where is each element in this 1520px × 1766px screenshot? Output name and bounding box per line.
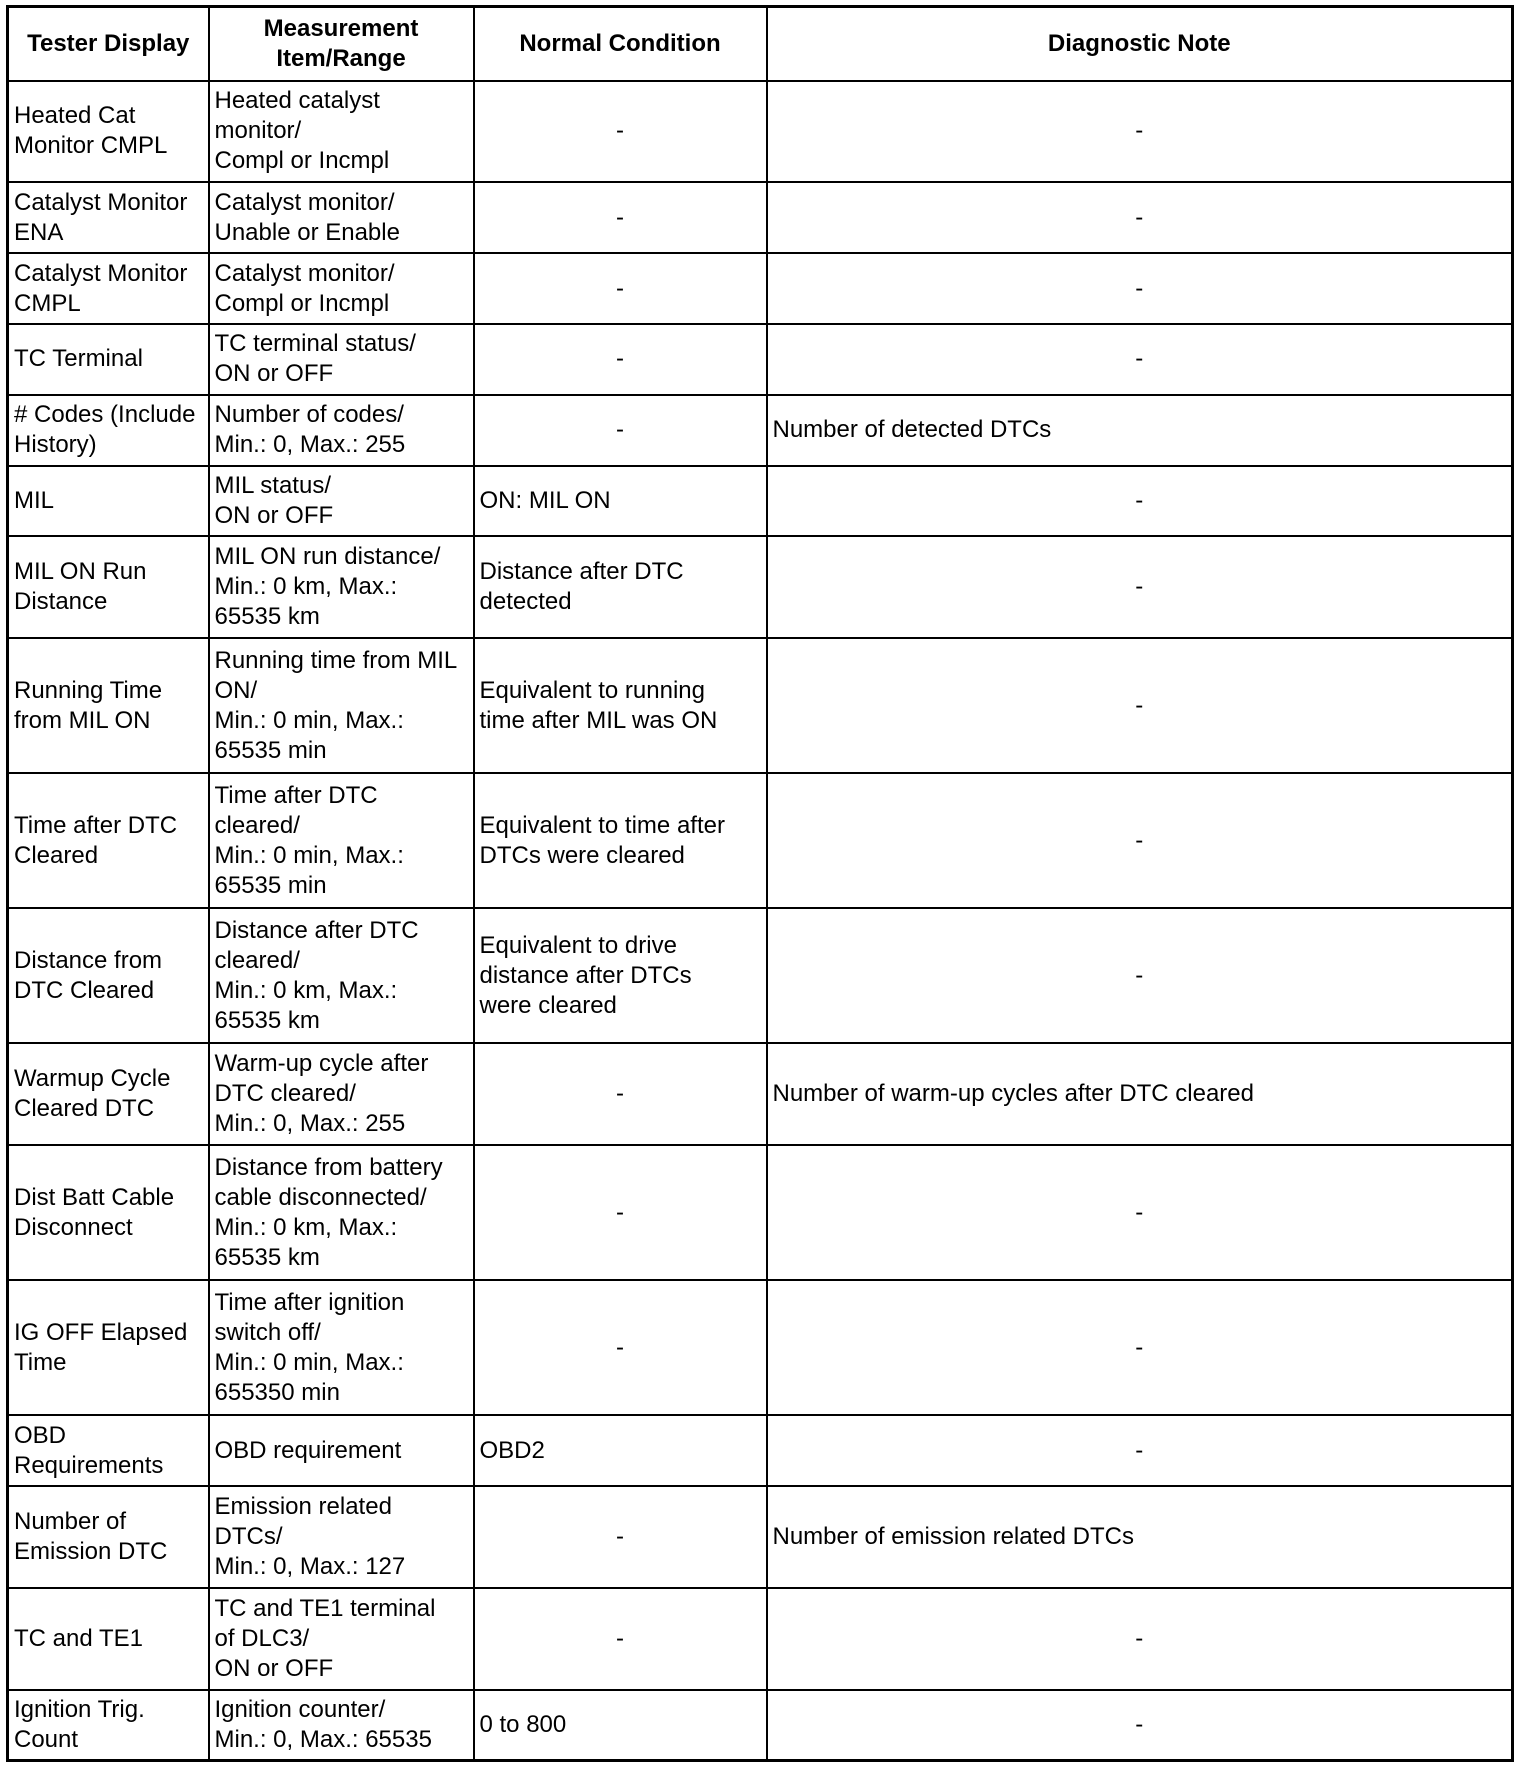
tester-display-cell: Catalyst Monitor CMPL <box>8 253 209 324</box>
measurement-range-cell: Emission related DTCs/ Min.: 0, Max.: 127 <box>209 1486 474 1588</box>
table-row <box>8 395 1513 466</box>
diagnostic-note-cell: - <box>767 253 1513 324</box>
diagnostic-note-cell: - <box>767 1415 1513 1486</box>
table-row <box>8 81 1513 183</box>
table-row <box>8 466 1513 537</box>
measurement-range-cell: Number of codes/ Min.: 0, Max.: 255 <box>209 395 474 466</box>
diagnostic-note-cell: - <box>767 182 1513 253</box>
normal-condition-cell: - <box>474 1486 767 1588</box>
tester-display-cell: TC and TE1 <box>8 1588 209 1690</box>
diagnostic-note-cell: - <box>767 1280 1513 1415</box>
normal-condition-cell: Equivalent to drive distance after DTCs were cleared <box>474 908 767 1043</box>
table-row <box>8 536 1513 638</box>
measurement-range-cell: Warm-up cycle after DTC cleared/ Min.: 0, Max.: 255 <box>209 1043 474 1145</box>
diagnostic-note-cell: - <box>767 1145 1513 1280</box>
table-row <box>8 908 1513 1043</box>
diagnostic-note-cell: - <box>767 1588 1513 1690</box>
tester-display-cell: Running Time from MIL ON <box>8 638 209 773</box>
normal-condition-cell: Equivalent to running time after MIL was ON <box>474 638 767 773</box>
diagnostic-note-cell: - <box>767 638 1513 773</box>
diagnostic-note-cell: Number of detected DTCs <box>767 395 1513 466</box>
tester-display-cell: Heated Cat Monitor CMPL <box>8 81 209 183</box>
measurement-range-cell: Heated catalyst monitor/ Compl or Incmpl <box>209 81 474 183</box>
diagnostic-note-cell: Number of emission related DTCs <box>767 1486 1513 1588</box>
header-diagnostic-note: Diagnostic Note <box>767 7 1513 81</box>
diagnostic-note-cell: - <box>767 536 1513 638</box>
normal-condition-cell: - <box>474 1043 767 1145</box>
table-row <box>8 1588 1513 1690</box>
normal-condition-cell: 0 to 800 <box>474 1690 767 1761</box>
tester-display-cell: Time after DTC Cleared <box>8 773 209 908</box>
tester-display-cell: MIL ON Run Distance <box>8 536 209 638</box>
diagnostic-note-cell: Number of warm-up cycles after DTC cleared <box>767 1043 1513 1145</box>
normal-condition-cell: - <box>474 1588 767 1690</box>
tester-display-cell: Ignition Trig. Count <box>8 1690 209 1761</box>
measurement-range-cell: Distance from battery cable disconnected/ Min.: 0 km, Max.: 65535 km <box>209 1145 474 1280</box>
normal-condition-cell: - <box>474 1280 767 1415</box>
normal-condition-cell: OBD2 <box>474 1415 767 1486</box>
table-row <box>8 1043 1513 1145</box>
table-row <box>8 638 1513 773</box>
measurement-range-cell: TC and TE1 terminal of DLC3/ ON or OFF <box>209 1588 474 1690</box>
table-row <box>8 1690 1513 1761</box>
tester-display-cell: Dist Batt Cable Disconnect <box>8 1145 209 1280</box>
diagnostic-note-cell: - <box>767 773 1513 908</box>
diagnostic-data-table <box>6 5 1514 1762</box>
diagnostic-note-cell: - <box>767 81 1513 183</box>
table-row <box>8 1280 1513 1415</box>
tester-display-cell: TC Terminal <box>8 324 209 395</box>
normal-condition-cell: - <box>474 1145 767 1280</box>
tester-display-cell: Distance from DTC Cleared <box>8 908 209 1043</box>
normal-condition-cell: - <box>474 81 767 183</box>
normal-condition-cell: ON: MIL ON <box>474 466 767 537</box>
tester-display-cell: Number of Emission DTC <box>8 1486 209 1588</box>
table-body <box>8 81 1513 1761</box>
table-header <box>8 7 1513 81</box>
normal-condition-cell: - <box>474 253 767 324</box>
header-normal-condition: Normal Condition <box>474 7 767 81</box>
diagnostic-note-cell: - <box>767 466 1513 537</box>
normal-condition-cell: - <box>474 182 767 253</box>
measurement-range-cell: Ignition counter/ Min.: 0, Max.: 65535 <box>209 1690 474 1761</box>
tester-display-cell: Warmup Cycle Cleared DTC <box>8 1043 209 1145</box>
measurement-range-cell: Catalyst monitor/ Unable or Enable <box>209 182 474 253</box>
measurement-range-cell: Time after DTC cleared/ Min.: 0 min, Max.: 65535 min <box>209 773 474 908</box>
measurement-range-cell: TC terminal status/ ON or OFF <box>209 324 474 395</box>
table-row <box>8 1145 1513 1280</box>
table-row <box>8 1486 1513 1588</box>
tester-display-cell: IG OFF Elapsed Time <box>8 1280 209 1415</box>
table-row <box>8 182 1513 253</box>
header-tester-display: Tester Display <box>8 7 209 81</box>
measurement-range-cell: Catalyst monitor/ Compl or Incmpl <box>209 253 474 324</box>
measurement-range-cell: Running time from MIL ON/ Min.: 0 min, Max.: 65535 min <box>209 638 474 773</box>
measurement-range-cell: MIL ON run distance/ Min.: 0 km, Max.: 65535 km <box>209 536 474 638</box>
diagnostic-note-cell: - <box>767 324 1513 395</box>
table-row <box>8 1415 1513 1486</box>
tester-display-cell: OBD Requirements <box>8 1415 209 1486</box>
normal-condition-cell: - <box>474 395 767 466</box>
table-row <box>8 253 1513 324</box>
diagnostic-note-cell: - <box>767 908 1513 1043</box>
diagnostic-note-cell: - <box>767 1690 1513 1761</box>
table-row <box>8 773 1513 908</box>
tester-display-cell: MIL <box>8 466 209 537</box>
header-row <box>8 7 1513 81</box>
normal-condition-cell: Distance after DTC detected <box>474 536 767 638</box>
measurement-range-cell: Distance after DTC cleared/ Min.: 0 km, Max.: 65535 km <box>209 908 474 1043</box>
tester-display-cell: # Codes (Include History) <box>8 395 209 466</box>
normal-condition-cell: Equivalent to time after DTCs were cleared <box>474 773 767 908</box>
measurement-range-cell: MIL status/ ON or OFF <box>209 466 474 537</box>
header-measurement-item-range: Measurement Item/Range <box>209 7 474 81</box>
measurement-range-cell: OBD requirement <box>209 1415 474 1486</box>
tester-display-cell: Catalyst Monitor ENA <box>8 182 209 253</box>
normal-condition-cell: - <box>474 324 767 395</box>
measurement-range-cell: Time after ignition switch off/ Min.: 0 min, Max.: 655350 min <box>209 1280 474 1415</box>
table-row <box>8 324 1513 395</box>
